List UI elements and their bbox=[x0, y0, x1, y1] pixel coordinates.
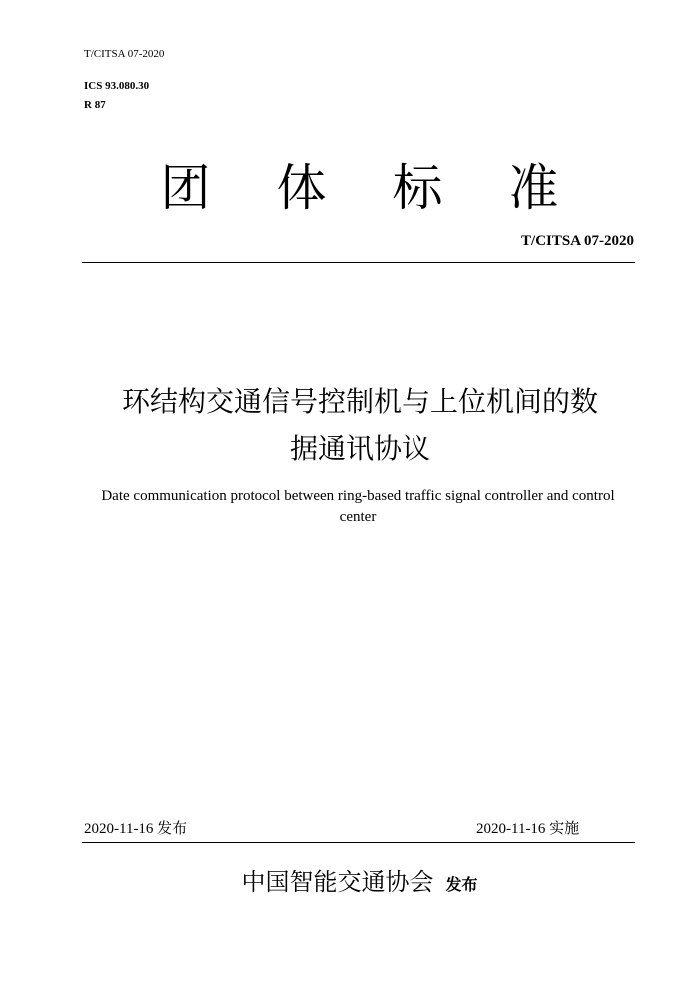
ics-code: ICS 93.080.30 bbox=[84, 80, 150, 92]
document-title-en: Date communication protocol between ring-based traffic signal controller and control center bbox=[101, 488, 615, 525]
issue-date: 2020-11-16 发布 bbox=[84, 821, 188, 837]
title-cn-line-1: 环结构交通信号控制机与上位机间的数 bbox=[121, 385, 598, 418]
bottom-divider bbox=[82, 842, 635, 843]
implementation-date: 2020-11-16 实施 bbox=[476, 821, 580, 837]
title-cn-line-2: 据通讯协议 bbox=[289, 432, 430, 465]
top-divider bbox=[82, 262, 635, 263]
standard-number: T/CITSA 07-2020 bbox=[521, 233, 634, 249]
publisher-suffix: 发布 bbox=[445, 875, 478, 894]
publisher-name: 中国智能交通协会 bbox=[241, 868, 434, 896]
classification-code: R 87 bbox=[84, 99, 106, 111]
publisher bbox=[84, 862, 635, 897]
document-title-cn bbox=[60, 378, 660, 472]
standard-code-top: T/CITSA 07-2020 bbox=[84, 48, 165, 60]
category-title: 团体标准 bbox=[160, 159, 625, 217]
